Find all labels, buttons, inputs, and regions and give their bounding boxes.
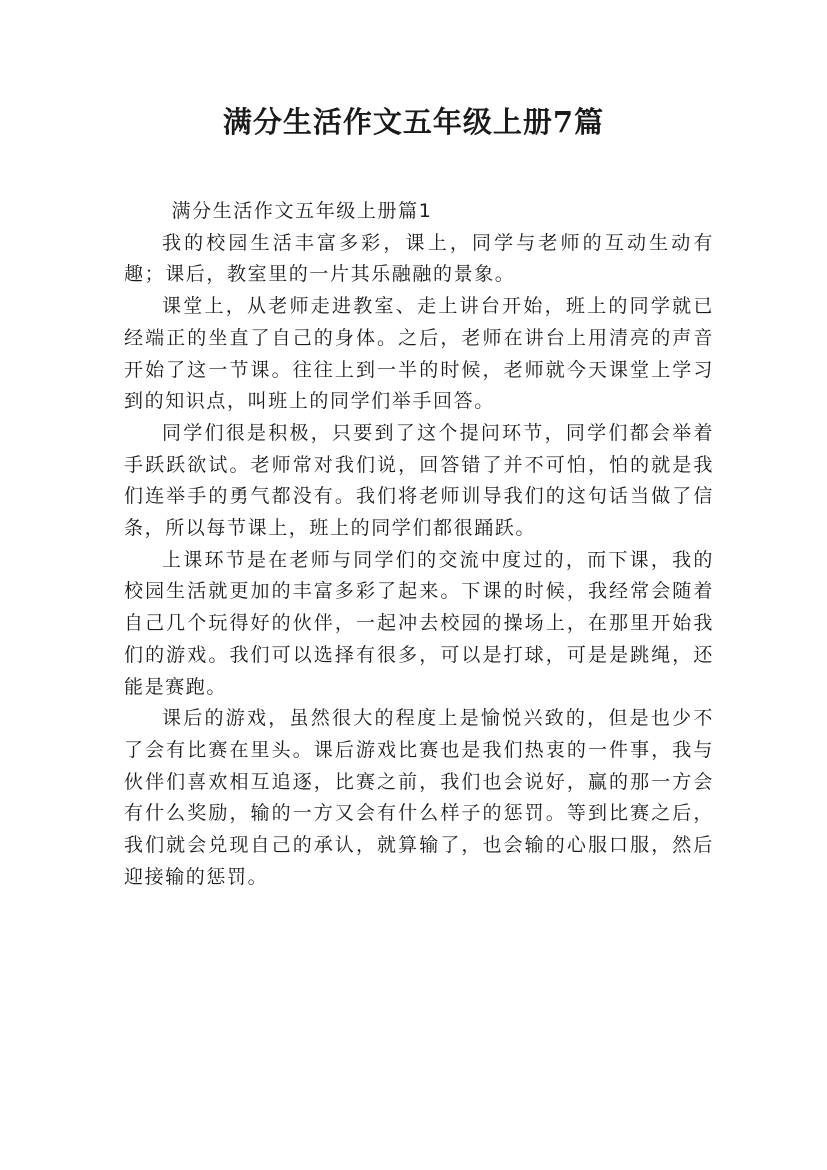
section-heading: 满分生活作文五年级上册篇1 <box>171 200 433 222</box>
paragraph: 我的校园生活丰富多彩，课上，同学与老师的互动生动有趣；课后，教室里的一片其乐融融的景象。 <box>124 231 714 286</box>
paragraph: 同学们很是积极，只要到了这个提问环节，同学们都会举着手跃跃欲试。老师常对我们说，回答错了并不可怕，怕的就是我们连举手的勇气都没有。我们将老师训导我们的这句话当做了信条，所以每节课上，班上的同学们都很踊跃。 <box>124 421 714 540</box>
paragraph: 上课环节是在老师与同学们的交流中度过的，而下课，我的校园生活就更加的丰富多彩了起来。下课的时候，我经常会随着自己几个玩得好的伙伴，一起冲去校园的操场上，在那里开始我们的游戏。我们可以选择有很多，可以是打球，可是是跳绳，还能是赛跑。 <box>124 548 714 698</box>
paragraph: 课后的游戏，虽然很大的程度上是愉悦兴致的，但是也少不了会有比赛在里头。课后游戏比赛也是我们热衷的一件事，我与伙伴们喜欢相互追逐，比赛之前，我们也会说好，赢的那一方会有什么奖励，输的一方又会有什么样子的惩罚。等到比赛之后，我们就会兑现自己的承认，就算输了，也会输的心服口服，然后迎接输的惩罚。 <box>124 707 714 888</box>
document-title: 满分生活作文五年级上册7篇 <box>222 105 605 139</box>
paragraph: 课堂上，从老师走进教室、走上讲台开始，班上的同学就已经端正的坐直了自己的身体。之后，老师在讲台上用清亮的声音开始了这一节课。往往上到一半的时候，老师就今天课堂上学习到的知识点，叫班上的同学们举手回答。 <box>124 295 714 413</box>
document-body <box>124 196 714 893</box>
